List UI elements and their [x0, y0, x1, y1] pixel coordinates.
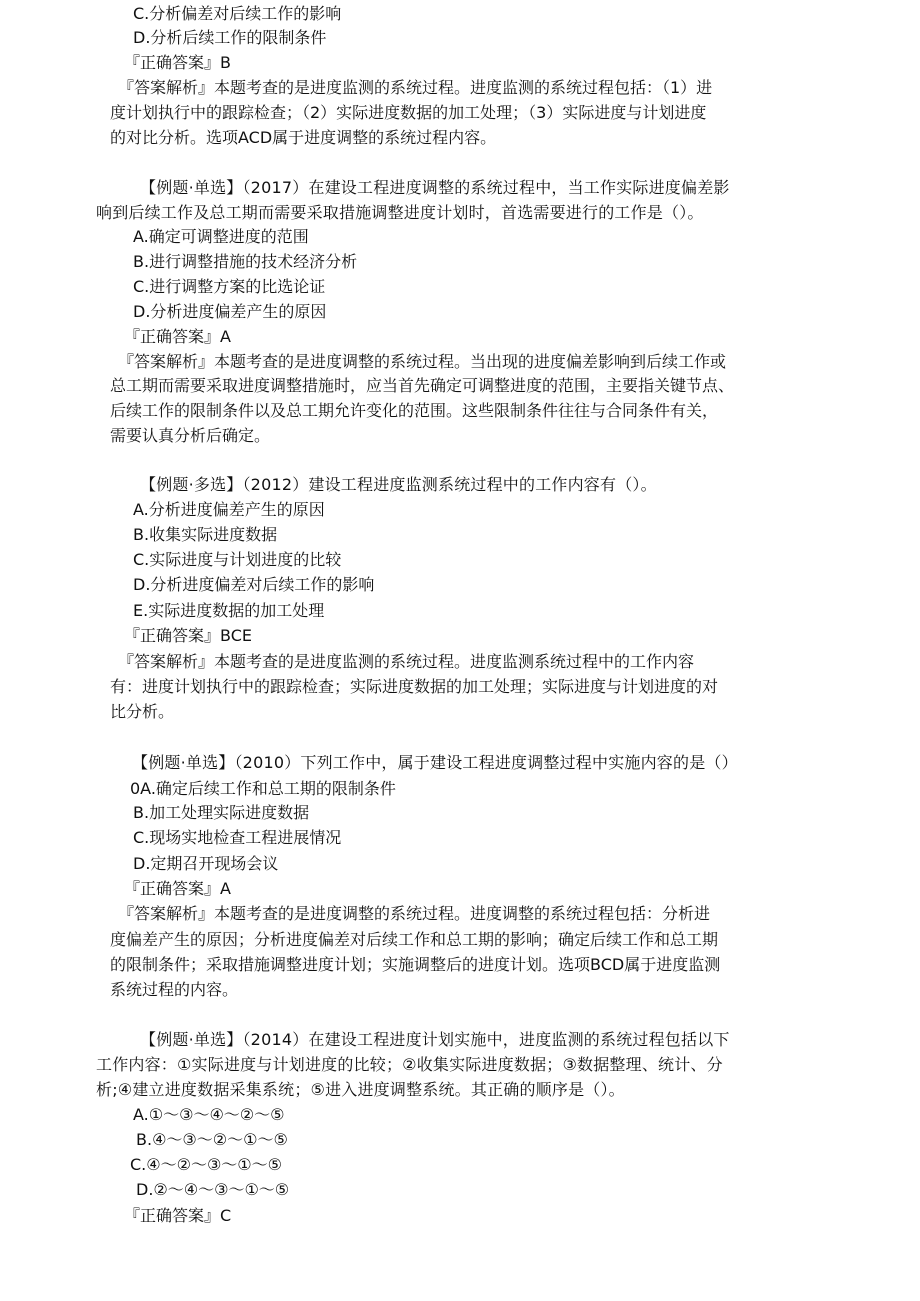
correct-answer: 『正确答案』A: [124, 879, 231, 898]
correct-answer: 『正确答案』A: [124, 327, 231, 346]
answer-analysis-line: 『答案解析』本题考查的是进度调整的系统过程。当出现的进度偏差影响到后续工作或: [118, 352, 727, 371]
answer-analysis-line: 的对比分析。选项ACD属于进度调整的系统过程内容。: [110, 128, 497, 147]
question-stem: 工作内容：①实际进度与计划进度的比较；②收集实际进度数据；③数据整理、统计、分: [96, 1055, 723, 1074]
answer-analysis-line: 度偏差产生的原因；分析进度偏差对后续工作和总工期的影响；确定后续工作和总工期: [110, 930, 719, 949]
correct-answer: 『正确答案』C: [124, 1206, 232, 1225]
option-d: D.分析进度偏差对后续工作的影响: [133, 575, 375, 594]
option-a: A.①～③～④～②～⑤: [133, 1105, 285, 1124]
option-a: A.确定可调整进度的范围: [133, 227, 309, 246]
option-b: B.④～③～②～①～⑤: [136, 1130, 288, 1149]
option-b: B.收集实际进度数据: [133, 525, 278, 544]
question-stem: 【例题·多选】（2012）建设工程进度监测系统过程中的工作内容有（）。: [140, 475, 657, 494]
option-e: E.实际进度数据的加工处理: [133, 601, 325, 620]
option-d: D.定期召开现场会议: [133, 854, 279, 873]
answer-analysis-line: 『答案解析』本题考查的是进度监测的系统过程。进度监测的系统过程包括：（1）进: [118, 78, 713, 97]
option-d: D.分析后续工作的限制条件: [133, 28, 327, 47]
option-c: C.分析偏差对后续工作的影响: [133, 4, 342, 23]
option-c: C.④～②～③～①～⑤: [130, 1155, 282, 1174]
question-stem: 析;④建立进度数据采集系统；⑤进入进度调整系统。其正确的顺序是（）。: [96, 1080, 625, 1099]
correct-answer: 『正确答案』BCE: [124, 626, 252, 645]
answer-analysis-line: 系统过程的内容。: [110, 980, 239, 999]
question-stem: 【例题·单选】（2010）下列工作中，属于建设工程进度调整过程中实施内容的是（）: [132, 753, 738, 772]
answer-analysis-line: 后续工作的限制条件以及总工期允许变化的范围。这些限制条件往往与合同条件有关，: [110, 401, 719, 420]
answer-analysis-line: 总工期而需要采取进度调整措施时，应当首先确定可调整进度的范围，主要指关键节点、: [110, 376, 735, 395]
option-c: C.现场实地检查工程进展情况: [133, 828, 342, 847]
answer-analysis-line: 有：进度计划执行中的跟踪检查；实际进度数据的加工处理；实际进度与计划进度的对: [110, 677, 719, 696]
option-a: 0A.确定后续工作和总工期的限制条件: [130, 779, 396, 798]
answer-analysis-line: 需要认真分析后确定。: [110, 426, 271, 445]
option-d: D.②～④～③～①～⑤: [136, 1180, 290, 1199]
answer-analysis-line: 『答案解析』本题考查的是进度监测的系统过程。进度监测系统过程中的工作内容: [118, 652, 695, 671]
answer-analysis-line: 的限制条件；采取措施调整进度计划；实施调整后的进度计划。选项BCD属于进度监测: [110, 955, 721, 974]
correct-answer: 『正确答案』B: [124, 53, 231, 72]
question-stem: 响到后续工作及总工期而需要采取措施调整进度计划时，首选需要进行的工作是（）。: [96, 203, 704, 222]
answer-analysis-line: 比分析。: [110, 702, 175, 721]
question-stem: 【例题·单选】（2014）在建设工程进度计划实施中，进度监测的系统过程包括以下: [140, 1030, 730, 1049]
option-d: D.分析进度偏差产生的原因: [133, 302, 327, 321]
option-a: A.分析进度偏差产生的原因: [133, 500, 325, 519]
question-stem: 【例题·单选】（2017）在建设工程进度调整的系统过程中，当工作实际进度偏差影: [140, 178, 730, 197]
answer-analysis-line: 『答案解析』本题考查的是进度调整的系统过程。进度调整的系统过程包括：分析进: [118, 904, 711, 923]
option-c: C.进行调整方案的比选论证: [133, 277, 326, 296]
option-b: B.进行调整措施的技术经济分析: [133, 252, 358, 271]
option-b: B.加工处理实际进度数据: [133, 803, 310, 822]
option-c: C.实际进度与计划进度的比较: [133, 550, 342, 569]
answer-analysis-line: 度计划执行中的跟踪检查；（2）实际进度数据的加工处理；（3）实际进度与计划进度: [110, 103, 707, 122]
